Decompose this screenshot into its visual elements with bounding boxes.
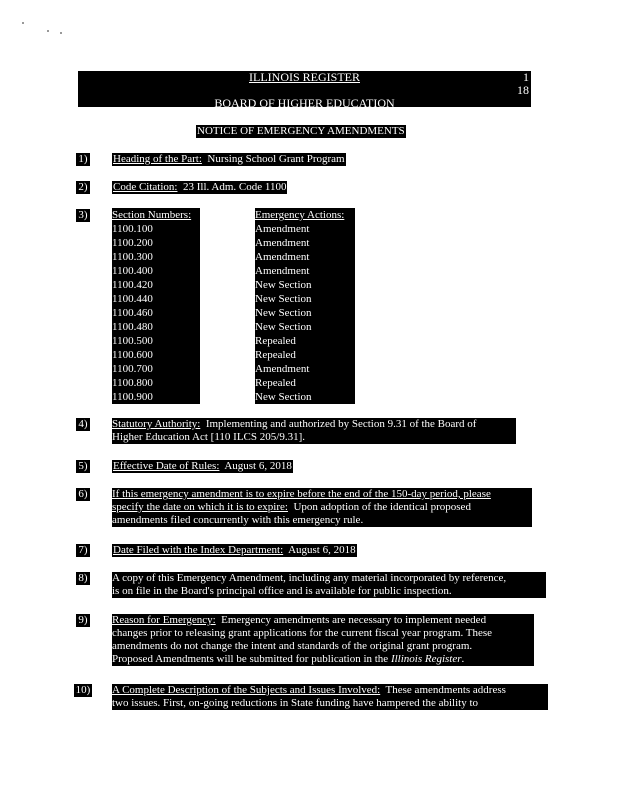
scan-speck [47,30,49,32]
item-text: Nursing School Grant Program [207,153,345,165]
item-text: is on file in the Board's principal office and is available for public inspection. [112,585,452,597]
emergency-action: Amendment [255,237,310,249]
item-text: Proposed Amendments will be submitted for publication in the [112,653,389,665]
effective-date [112,460,293,473]
item-text: . [461,653,465,665]
section-number: 1100.600 [112,349,153,361]
emergency-action: Amendment [255,251,310,263]
description-of-issues [112,684,548,710]
item-label: Effective Date of Rules: [113,460,220,472]
emergency-action: Repealed [255,335,296,347]
item-label: Code Citation: [113,181,178,193]
item-number: 3) [76,209,90,222]
section-number: 1100.500 [112,335,153,347]
item-label: specify the date on which it is to expire: [112,501,288,513]
item-label: Date Filed with the Index Department: [113,544,284,556]
item-number: 9) [76,614,90,627]
section-number: 1100.460 [112,307,153,319]
section-number: 1100.100 [112,223,153,235]
emergency-action: Repealed [255,377,296,389]
emergency-action: New Section [255,321,312,333]
section-number: 1100.800 [112,377,153,389]
item-number: 7) [76,544,90,557]
section-number: 1100.900 [112,391,153,403]
heading-of-part [112,153,346,166]
item-label: Reason for Emergency: [112,614,216,626]
emergency-action: Amendment [255,265,310,277]
public-inspection [112,572,546,598]
section-number: 1100.300 [112,251,153,263]
statutory-authority [112,418,516,444]
date-filed [112,544,357,557]
code-citation [112,181,287,194]
item-text: 23 Ill. Adm. Code 1100 [182,181,287,193]
scan-speck [60,32,62,34]
item-text: amendments filed concurrently with this emergency rule. [112,514,364,526]
scan-speck [22,22,24,24]
item-number: 10) [75,684,91,696]
emergency-action: Repealed [255,349,296,361]
section-number: 1100.200 [112,237,153,249]
item-text: August 6, 2018 [224,460,292,472]
emergency-actions-header: Emergency Actions: [255,209,345,221]
item-text: Higher Education Act [110 ILCS 205/9.31]. [112,431,305,443]
emergency-action: New Section [255,307,312,319]
emergency-action: Amendment [255,223,310,235]
item-text: changes prior to releasing grant applications for the current fiscal year program. These [112,627,493,639]
section-number: 1100.480 [112,321,153,333]
section-number: 1100.440 [112,293,153,305]
item-text: August 6, 2018 [288,544,356,556]
item-label: Heading of the Part: [113,153,202,165]
italic-title: Illinois Register [390,653,462,665]
item-number: 1) [76,153,90,166]
section-number: 1100.700 [112,363,153,375]
item-number: 6) [76,488,90,501]
item-text: If this emergency amendment is to expire before the end of the 150-day period, please [112,488,491,500]
item-text: These amendments address [385,684,506,696]
notice-title: NOTICE OF EMERGENCY AMENDMENTS [197,125,405,137]
item-text: Upon adoption of the identical proposed [293,501,471,513]
item-label: A Complete Description of the Subjects and Issues Involved: [112,684,381,696]
section-numbers-header: Section Numbers: [112,209,192,221]
item-text: Implementing and authorized by Section 9.31 of the Board of [205,418,477,430]
item-label: Statutory Authority: [112,418,201,430]
emergency-action: New Section [255,391,312,403]
emergency-action: New Section [255,279,312,291]
register-title: ILLINOIS REGISTER [249,70,360,84]
item-text: A copy of this Emergency Amendment, including any material incorporated by reference, [112,572,507,584]
register-header [78,70,531,110]
volume-number: 18 [517,83,529,97]
item-number: 8) [76,572,90,585]
agency-name: BOARD OF HIGHER EDUCATION [214,96,395,110]
item-text: amendments do not change the intent and standards of the original grant program. [112,640,473,652]
item-text: Emergency amendments are necessary to implement needed [221,614,487,626]
expiration-date [112,488,532,527]
item-number: 5) [76,460,90,473]
section-numbers-column [112,208,200,404]
page-number: 1 [523,70,529,84]
item-number: 2) [76,181,90,194]
emergency-actions-column [255,208,355,404]
reason-for-emergency [112,614,534,666]
section-number: 1100.420 [112,279,153,291]
emergency-action: Amendment [255,363,310,375]
item-text: two issues. First, on-going reductions in State funding have hampered the ability to [112,697,478,709]
section-number: 1100.400 [112,265,153,277]
emergency-action: New Section [255,293,312,305]
item-number: 4) [76,418,90,431]
